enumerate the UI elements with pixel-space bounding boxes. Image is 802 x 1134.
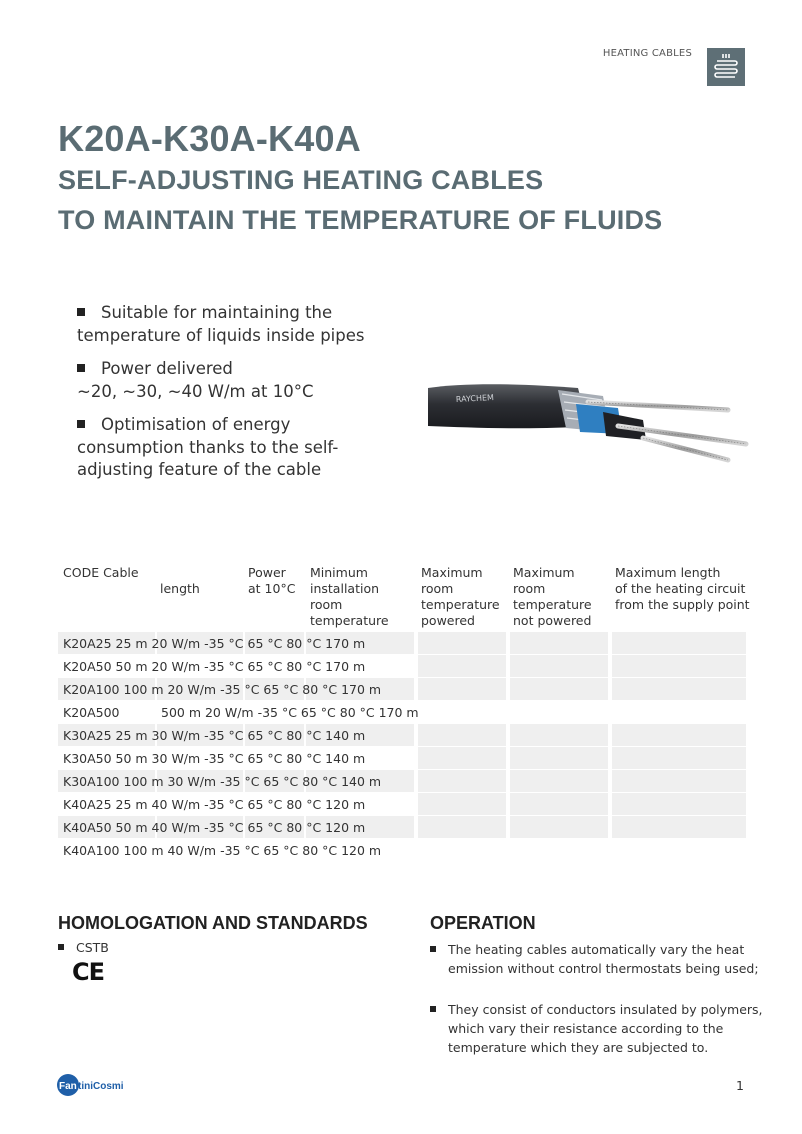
table-row (58, 793, 746, 815)
section-label: HEATING CABLES (602, 48, 692, 59)
table-cell: 500 m 20 W/m -35 °C 65 °C 80 °C 170 m (161, 705, 419, 720)
table-cell: K30A100 100 m 30 W/m -35 °C 65 °C 80 °C 140 m (63, 774, 382, 789)
col-header-code: CODE Cable (63, 565, 139, 580)
bullet-square-icon (77, 364, 85, 372)
homologation-text: CSTB (76, 940, 109, 955)
product-subtitle-line2: TO MAINTAIN THE TEMPERATURE OF FLUIDS (58, 205, 663, 235)
feature-text: Suitable for maintaining the (101, 303, 333, 322)
operation-item (430, 1000, 778, 1057)
bullet-square-icon (77, 308, 85, 316)
table-row (58, 701, 746, 723)
bullet-square-icon (430, 1006, 436, 1012)
product-subtitle-line1: SELF-ADJUSTING HEATING CABLES (58, 165, 544, 195)
table-cell: K40A25 25 m 40 W/m -35 °C 65 °C 80 °C 120 m (63, 797, 366, 812)
product-title: K20A-K30A-K40A (58, 118, 361, 159)
bullet-square-icon (58, 944, 64, 950)
heating-cable-photo (428, 340, 776, 530)
col-header-length: length (160, 581, 200, 596)
feature-text: Power delivered (101, 359, 233, 378)
operation-item (430, 940, 778, 978)
col-header-max-length: Maximum length of the heating circuit from the supply point (615, 565, 750, 612)
table-row (58, 632, 746, 654)
col-header-min-install-temp: Minimum installation room temperature (310, 565, 389, 628)
fantinicosmi-logo (56, 1073, 138, 1097)
heating-cable-icon (707, 48, 745, 86)
cable-print-text: RAYCHEM (455, 393, 495, 404)
table-cell: K30A25 25 m 30 W/m -35 °C 65 °C 80 °C 140 m (63, 728, 366, 743)
feature-text: Optimisation of energy (101, 415, 291, 434)
table-cell: K20A50 50 m 20 W/m -35 °C 65 °C 80 °C 170 m (63, 659, 366, 674)
table-row (58, 816, 746, 838)
table-cell: K40A50 50 m 40 W/m -35 °C 65 °C 80 °C 120 m (63, 820, 366, 835)
feature-text: ~20, ~30, ~40 W/m at 10°C (77, 381, 314, 401)
svg-text:tiniCosmi: tiniCosmi (78, 1081, 124, 1092)
operation-title: OPERATION (430, 913, 536, 933)
operation-text: They consist of conductors insulated by polymers, which vary their resistance according to the temperature which they are subjected to. (448, 1002, 763, 1055)
bullet-square-icon (430, 946, 436, 952)
col-header-max-temp-not-powered: Maximum room temperature not powered (513, 565, 592, 628)
feature-item (77, 302, 397, 347)
table-row (58, 655, 746, 677)
feature-item (77, 414, 397, 482)
feature-item (77, 358, 397, 403)
table-cell: K20A25 25 m 20 W/m -35 °C 65 °C 80 °C 170 m (63, 636, 366, 651)
homologation-title: HOMOLOGATION AND STANDARDS (58, 913, 368, 933)
feature-text: consumption thanks to the self-adjusting feature of the cable (77, 437, 339, 479)
feature-text: temperature of liquids inside pipes (77, 325, 365, 345)
table-cell: K20A500 (63, 705, 120, 720)
feature-list (77, 302, 397, 493)
bullet-square-icon (77, 420, 85, 428)
operation-text: The heating cables automatically vary the heat emission without control thermostats being used; (448, 942, 759, 976)
svg-text:Fan: Fan (59, 1081, 77, 1092)
table-row (58, 747, 746, 769)
table-row (58, 724, 746, 746)
col-header-max-temp-powered: Maximum room temperature powered (421, 565, 500, 628)
homologation-item (58, 938, 109, 957)
col-header-power: Power at 10°C (248, 565, 296, 596)
table-cell: K40A100 100 m 40 W/m -35 °C 65 °C 80 °C 120 m (63, 843, 382, 858)
table-row (58, 678, 746, 700)
table-row (58, 839, 746, 861)
page-number: 1 (736, 1078, 744, 1093)
table-row (58, 770, 746, 792)
table-cell: K20A100 100 m 20 W/m -35 °C 65 °C 80 °C 170 m (63, 682, 382, 697)
ce-mark-icon: CE (72, 958, 105, 986)
table-cell: K30A50 50 m 30 W/m -35 °C 65 °C 80 °C 140 m (63, 751, 366, 766)
